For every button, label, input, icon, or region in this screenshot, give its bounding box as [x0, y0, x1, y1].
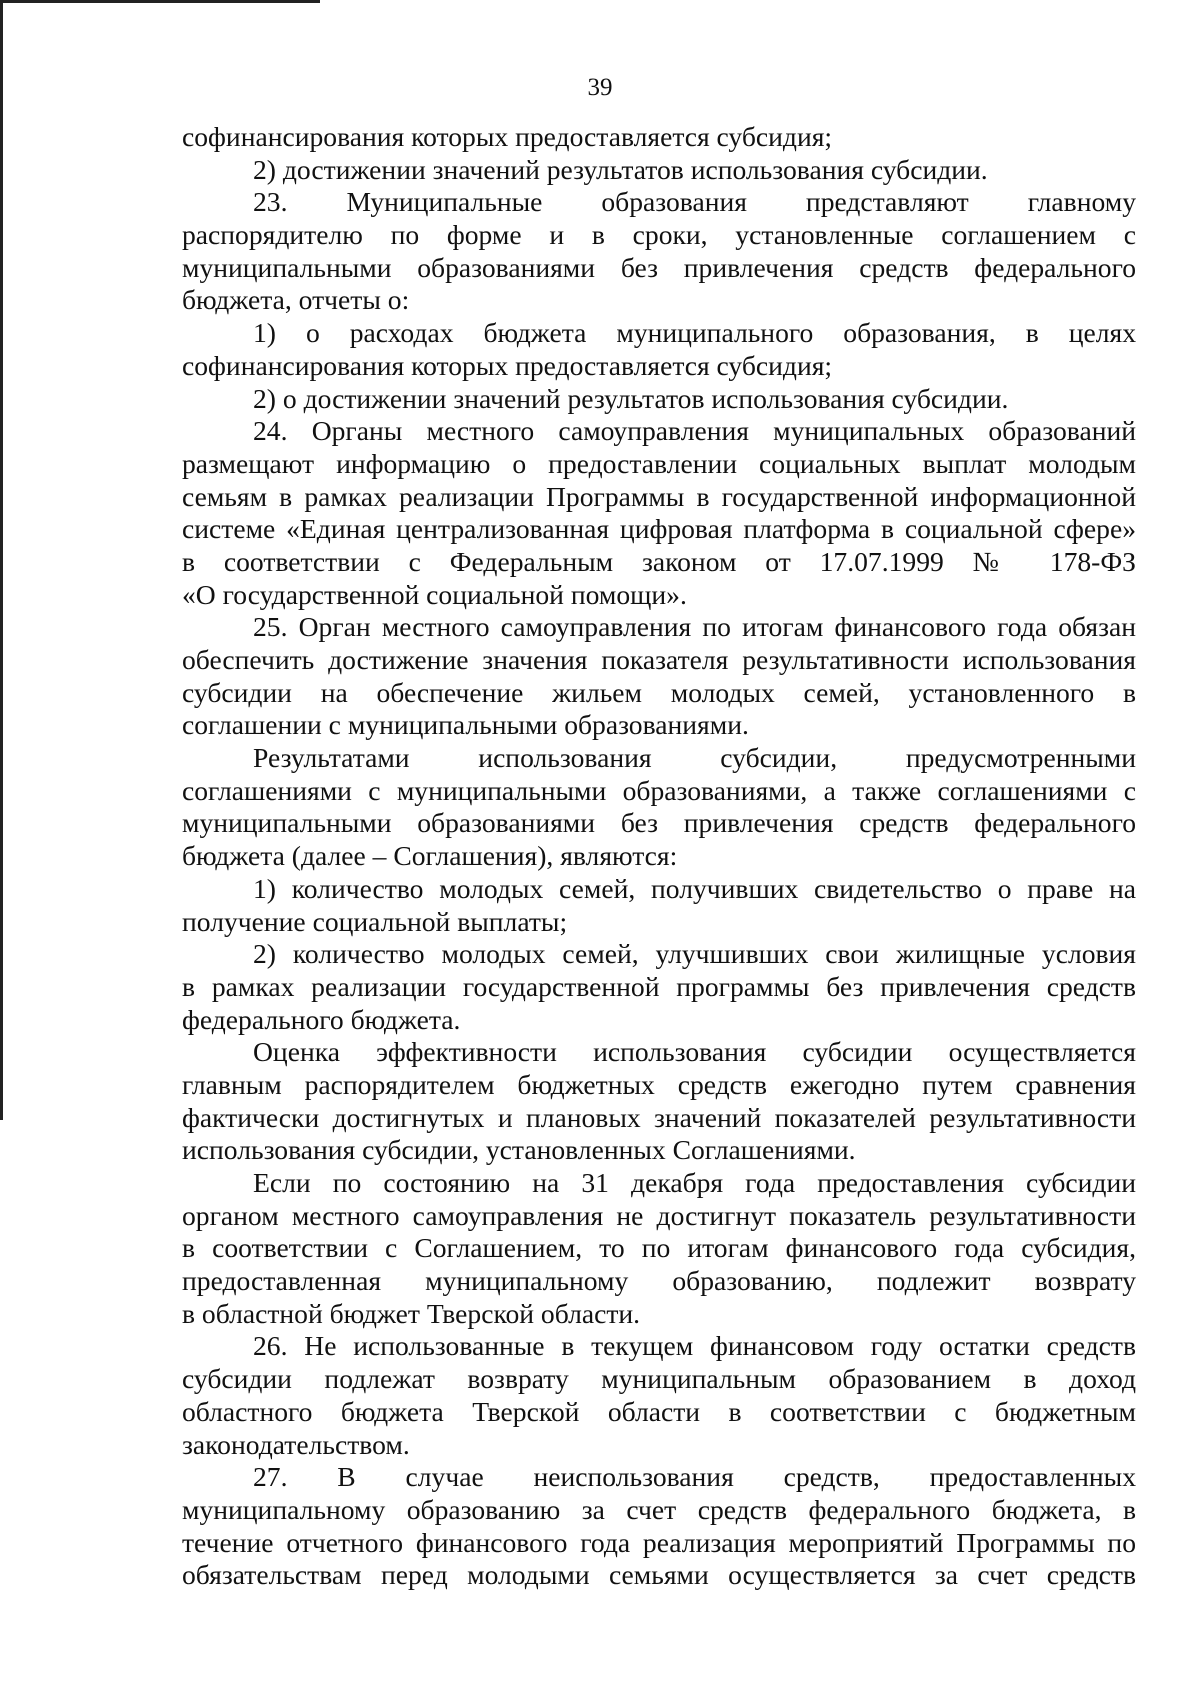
text-line: в рамках реализации государственной программы без привлечения средств — [182, 970, 1136, 1002]
page-number: 39 — [587, 74, 613, 101]
text-line: в соответствии с Соглашением, то по итогам финансового года субсидия, — [182, 1232, 1136, 1264]
text-line: семьям в рамках реализации Программы в государственной информационной — [182, 480, 1136, 512]
text-line: главным распорядителем бюджетных средств ежегодно путем сравнения — [182, 1068, 1136, 1100]
text-line: предоставленная муниципальному образованию, подлежит возврату — [182, 1265, 1136, 1297]
text-line: течение отчетного финансового года реализация мероприятий Программы по — [182, 1526, 1136, 1558]
text-line: «О государственной социальной помощи». — [182, 578, 687, 610]
scan-edge-top — [0, 0, 320, 3]
text-line: использования субсидии, установленных Соглашениями. — [182, 1134, 856, 1166]
text-line: 1) о расходах бюджета муниципального образования, в целях — [253, 317, 1136, 349]
text-line: бюджета (далее – Соглашения), являются: — [182, 840, 678, 872]
text-line: 2) достижении значений результатов использования субсидии. — [253, 153, 988, 185]
text-line: субсидии на обеспечение жильем молодых семей, установленного в — [182, 676, 1136, 708]
text-line: Результатами использования субсидии, предусмотренными — [253, 742, 1136, 774]
text-line: бюджета, отчеты о: — [182, 284, 410, 316]
text-line: 1) количество молодых семей, получивших свидетельство о праве на — [253, 872, 1136, 904]
scan-edge-left — [0, 0, 3, 1120]
text-line: размещают информацию о предоставлении социальных выплат молодым — [182, 447, 1136, 479]
text-line: 25. Орган местного самоуправления по итогам финансового года обязан — [253, 611, 1136, 643]
text-line: субсидии подлежат возврату муниципальным образованием в доход — [182, 1363, 1136, 1395]
text-line: законодательством. — [182, 1428, 410, 1460]
text-line: в областной бюджет Тверской области. — [182, 1297, 641, 1329]
text-line: 27. В случае неиспользования средств, предоставленных — [253, 1461, 1136, 1493]
text-line: фактически достигнутых и плановых значений показателей результативности — [182, 1101, 1136, 1133]
text-line: соглашении с муниципальными образованиями. — [182, 709, 749, 741]
text-line: федерального бюджета. — [182, 1003, 461, 1035]
text-line: 24. Органы местного самоуправления муниципальных образований — [253, 415, 1136, 447]
text-line: 2) количество молодых семей, улучшивших свои жилищные условия — [253, 938, 1136, 970]
text-line: 23. Муниципальные образования представляют главному — [253, 186, 1136, 218]
text-line: соглашениями с муниципальными образованиями, а также соглашениями с — [182, 774, 1136, 806]
text-line: софинансирования которых предоставляется субсидия; — [182, 121, 833, 152]
text-line: обязательствам перед молодыми семьями осуществляется за счет средств — [182, 1559, 1136, 1591]
text-line: 26. Не использованные в текущем финансовом году остатки средств — [253, 1330, 1136, 1362]
text-line: муниципальными образованиями без привлечения средств федерального — [182, 251, 1136, 283]
text-line: софинансирования которых предоставляется субсидия; — [182, 349, 833, 381]
document-body — [182, 121, 1136, 1592]
text-line: Если по состоянию на 31 декабря года предоставления субсидии — [253, 1167, 1136, 1198]
text-line: в соответствии с Федеральным законом от 17.07.1999 № 178-ФЗ — [182, 545, 1136, 577]
text-line: Оценка эффективности использования субсидии осуществляется — [253, 1036, 1136, 1068]
text-line: получение социальной выплаты; — [182, 905, 568, 937]
text-line: обеспечить достижение значения показателя результативности использования — [182, 644, 1136, 675]
text-line: системе «Единая централизованная цифровая платформа в социальной сфере» — [182, 513, 1136, 545]
text-line: 2) о достижении значений результатов использования субсидии. — [253, 382, 1009, 414]
text-line: муниципальному образованию за счет средств федерального бюджета, в — [182, 1493, 1136, 1525]
text-line: распорядителю по форме и в сроки, установленные соглашением с — [182, 219, 1136, 251]
text-line: областного бюджета Тверской области в соответствии с бюджетным — [182, 1395, 1136, 1427]
text-line: органом местного самоуправления не достигнут показатель результативности — [182, 1199, 1136, 1231]
text-line: муниципальными образованиями без привлечения средств федерального — [182, 807, 1136, 839]
